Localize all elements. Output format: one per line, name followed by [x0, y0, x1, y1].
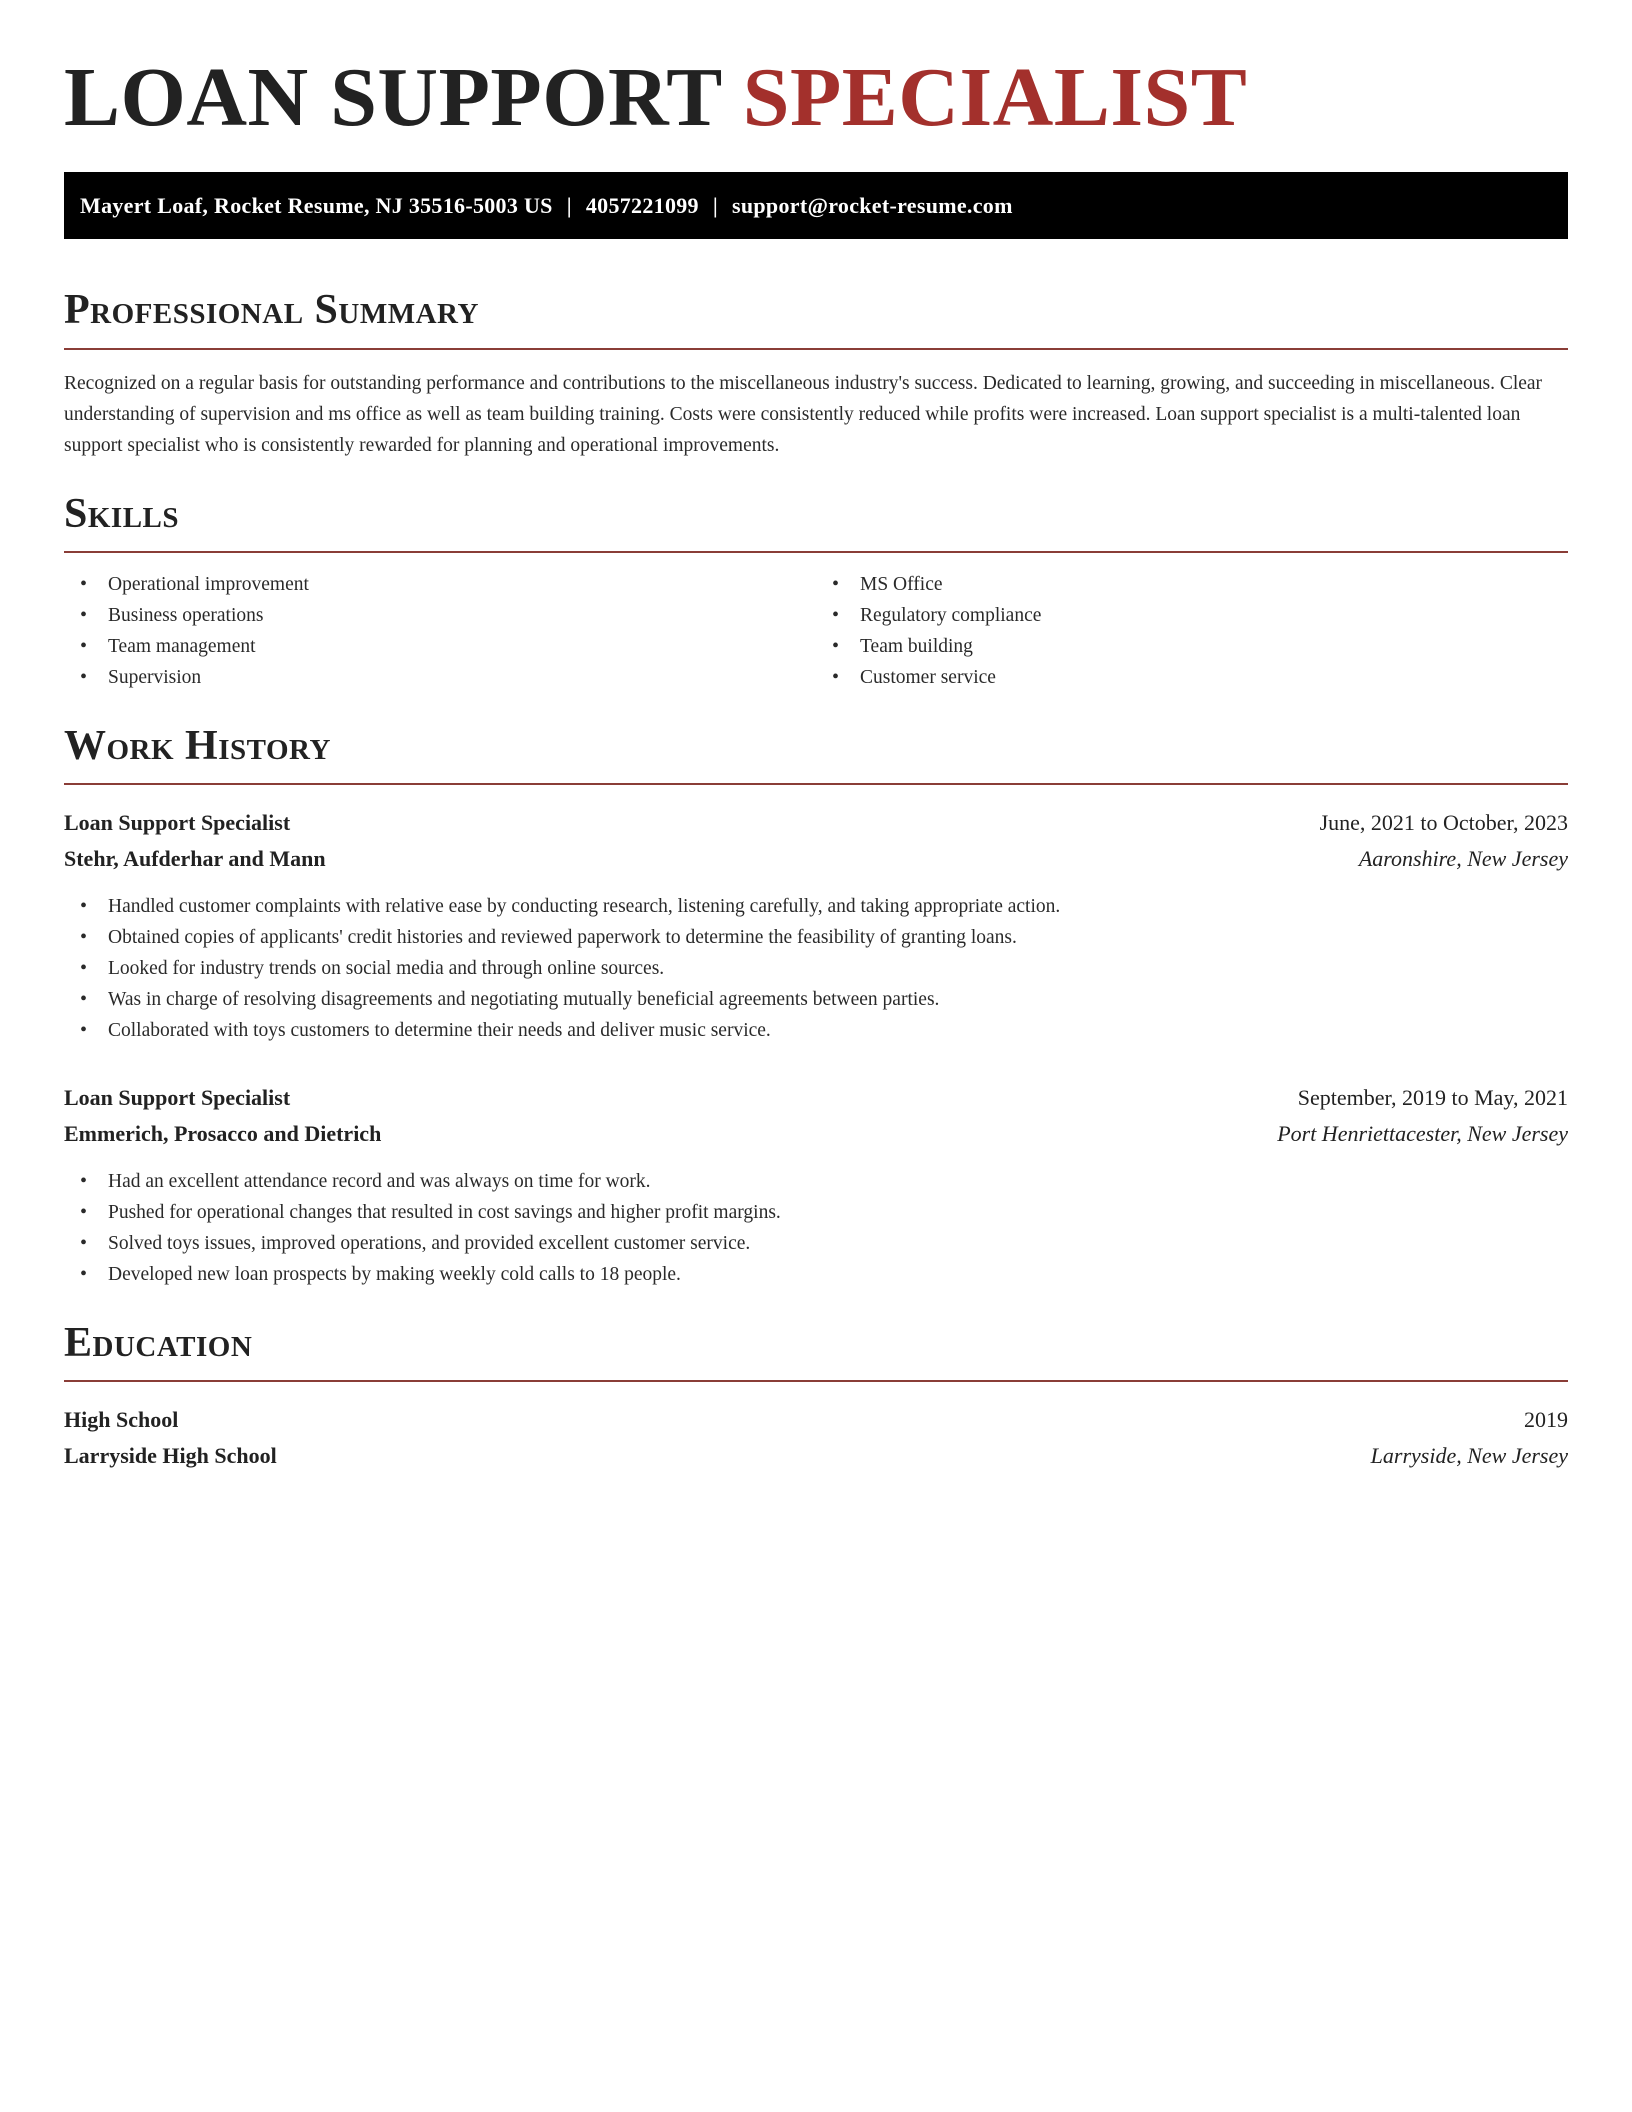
summary-text: Recognized on a regular basis for outstanding performance and contributions to the miscellaneous industry's success. Dedicated to learning, growing, and succeeding in miscellaneous. Clear understanding of supervision and ms office as well as team building training. Costs were consistently reduced while profits were increased. Loan support specialist is a multi-talented loan support specialist who is consistently rewarded for planning and operational improvements.: [64, 372, 1543, 456]
section-divider: [64, 783, 1568, 785]
education-entry: [64, 1402, 1568, 1474]
contact-bar: [64, 172, 1568, 239]
contact-separator: |: [566, 192, 572, 218]
education-section: [64, 1320, 1568, 1474]
job-duty: • Solved toys issues, improved operations, and provided excellent customer service.: [64, 1228, 1568, 1259]
section-divider: [64, 551, 1568, 553]
skills-column-right: [816, 569, 1568, 693]
skill-item: • Business operations: [64, 600, 816, 631]
job-duty: • Developed new loan prospects by making weekly cold calls to 18 people.: [64, 1259, 1568, 1290]
job-duties-list: [64, 1166, 1568, 1290]
job-title: Loan Support Specialist: [64, 1084, 291, 1110]
title-accent: SPECIALIST: [742, 51, 1248, 144]
skill-item: • Operational improvement: [64, 569, 816, 600]
education-degree: High School: [64, 1407, 179, 1433]
job-company-row: [64, 1116, 1568, 1152]
skill-item: • Team building: [816, 631, 1568, 662]
skill-item: • Team management: [64, 631, 816, 662]
job-title-row: [64, 1080, 1568, 1116]
job-title-row: [64, 805, 1568, 841]
job-company-row: [64, 841, 1568, 877]
job-duty: • Looked for industry trends on social media and through online sources.: [64, 953, 1568, 984]
job-duty: • Handled customer complaints with relative ease by conducting research, listening carefully, and taking appropriate action.: [64, 891, 1568, 922]
job-location: Aaronshire, New Jersey: [1358, 845, 1568, 871]
job-duty: • Had an excellent attendance record and was always on time for work.: [64, 1166, 1568, 1197]
education-year: 2019: [1524, 1407, 1568, 1433]
contact-email: support@rocket-resume.com: [732, 192, 1013, 218]
skill-item: • MS Office: [816, 569, 1568, 600]
section-divider: [64, 1380, 1568, 1382]
skill-item: • Supervision: [64, 662, 816, 693]
education-school: Larryside High School: [64, 1443, 277, 1469]
title-main: LOAN SUPPORT: [64, 51, 722, 144]
job-title: Loan Support Specialist: [64, 809, 291, 835]
job-company: Stehr, Aufderhar and Mann: [64, 845, 326, 871]
education-degree-row: [64, 1402, 1568, 1438]
job-dates: June, 2021 to October, 2023: [1319, 809, 1568, 835]
job-entry: [64, 1080, 1568, 1290]
skill-item: • Customer service: [816, 662, 1568, 693]
skills-heading: Skills: [64, 490, 180, 537]
job-duty: • Obtained copies of applicants' credit histories and reviewed paperwork to determine the feasibility of granting loans.: [64, 922, 1568, 953]
contact-phone: 4057221099: [585, 192, 699, 218]
summary-heading: Professional Summary: [64, 287, 479, 334]
job-company: Emmerich, Prosacco and Dietrich: [64, 1120, 382, 1146]
job-duties-list: [64, 891, 1568, 1046]
job-duty: • Pushed for operational changes that resulted in cost savings and higher profit margins.: [64, 1197, 1568, 1228]
section-divider: [64, 348, 1568, 350]
summary-section: [64, 287, 1568, 460]
job-entry: [64, 805, 1568, 1046]
job-location: Port Henriettacester, New Jersey: [1277, 1120, 1568, 1146]
job-duty: • Was in charge of resolving disagreements and negotiating mutually beneficial agreements between parties.: [64, 984, 1568, 1015]
work-history-heading: Work History: [64, 722, 331, 769]
job-dates: September, 2019 to May, 2021: [1297, 1084, 1568, 1110]
page-title: [64, 52, 1568, 144]
work-history-section: [64, 723, 1568, 1290]
skills-column-left: [64, 569, 816, 693]
education-location: Larryside, New Jersey: [1370, 1443, 1568, 1469]
education-school-row: [64, 1438, 1568, 1474]
skills-grid: [64, 569, 1568, 693]
contact-separator: |: [712, 192, 718, 218]
job-duty: • Collaborated with toys customers to determine their needs and deliver music service.: [64, 1015, 1568, 1046]
skills-section: [64, 491, 1568, 693]
education-heading: Education: [64, 1319, 253, 1366]
contact-address: Mayert Loaf, Rocket Resume, NJ 35516-5003 US: [80, 192, 553, 218]
skill-item: • Regulatory compliance: [816, 600, 1568, 631]
